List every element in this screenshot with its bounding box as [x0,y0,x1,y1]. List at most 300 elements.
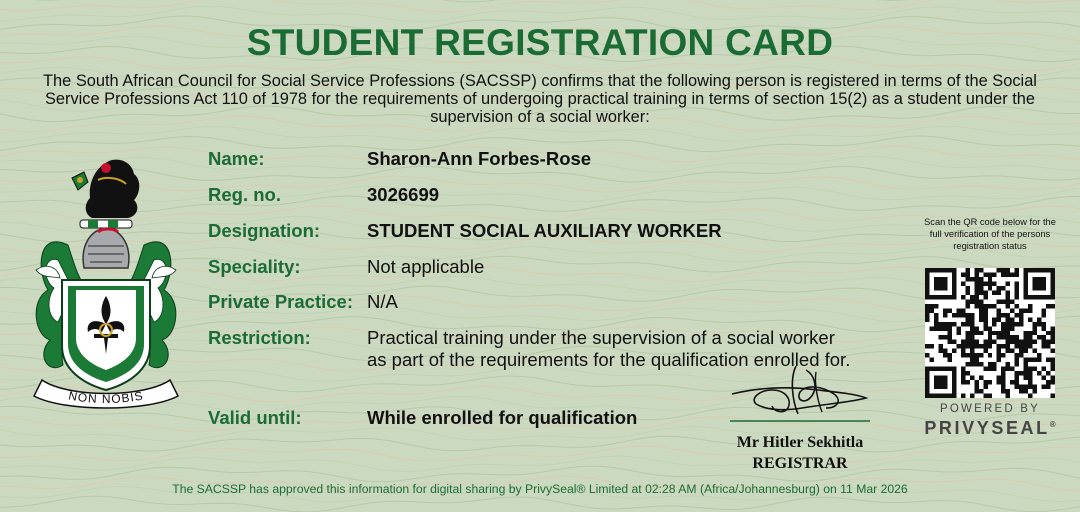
qr-module [965,371,969,375]
qr-module [988,335,992,339]
qr-module [943,308,947,312]
qr-module [956,331,960,335]
qr-module [997,290,1001,294]
private-practice-label: Private Practice: [208,291,354,312]
qr-module [961,367,965,371]
qr-module [992,272,996,276]
qr-module [1006,290,1010,294]
qr-module [1024,376,1028,380]
speciality-value: Not applicable [367,256,485,277]
qr-module [1001,268,1005,272]
registrar-signature [726,364,874,424]
qr-module [970,313,974,317]
qr-module [1042,313,1046,317]
qr-module [970,277,974,281]
qr-module [970,299,974,303]
qr-module [1042,340,1046,344]
qr-module [947,335,951,339]
qr-module [1019,322,1023,326]
qr-module [1037,317,1041,321]
qr-module [1006,344,1010,348]
qr-module [1006,335,1010,339]
qr-module [1033,385,1037,389]
qr-module [961,308,965,312]
qr-module [1019,389,1023,393]
qr-module [1033,389,1037,393]
qr-module [1051,394,1055,398]
qr-module [934,317,938,321]
qr-module [1042,385,1046,389]
qr-module [997,335,1001,339]
qr-module [992,290,996,294]
intro-statement: The South African Council for Social Service Professions (SACSSP) confirms that the following person is registered in terms of the Social Service Professions Act 110 of 1978 for the requirements of undergoing practical training in terms of section 15(2) as a student under the supervision of a social worker: [43,72,1037,126]
qr-module [1028,317,1032,321]
qr-module [974,326,978,330]
qr-module [947,326,951,330]
card-title: STUDENT REGISTRATION CARD [246,22,834,63]
qr-module [1001,331,1005,335]
qr-module [970,362,974,366]
qr-module [992,281,996,285]
qr-module [934,322,938,326]
qr-module [974,304,978,308]
qr-module [1037,322,1041,326]
qr-module [974,281,978,285]
qr-module [1001,371,1005,375]
qr-module [961,380,965,384]
qr-module [974,331,978,335]
qr-module [943,313,947,317]
qr-module [938,344,942,348]
qr-module [1033,322,1037,326]
qr-module [934,326,938,330]
qr-module [1028,376,1032,380]
qr-module [961,272,965,276]
qr-module [1006,367,1010,371]
qr-module [1015,358,1019,362]
qr-module [988,331,992,335]
qr-module [1001,385,1005,389]
qr-module [1006,268,1010,272]
qr-module [974,290,978,294]
qr-caption: Scan the QR code below for the full verification of the persons registration status [924,217,1056,251]
qr-module [1028,335,1032,339]
qr-module [992,304,996,308]
qr-module [1006,340,1010,344]
verification-qr-code[interactable] [925,268,1055,398]
qr-module [965,277,969,281]
qr-finder-core [1033,277,1046,290]
qr-module [1037,371,1041,375]
qr-module [1001,344,1005,348]
qr-module [934,304,938,308]
qr-module [1010,272,1014,276]
qr-module [943,353,947,357]
qr-module [1019,349,1023,353]
qr-module [979,313,983,317]
qr-module [997,286,1001,290]
qr-module [1028,380,1032,384]
qr-module [934,313,938,317]
qr-module [1001,376,1005,380]
qr-module [988,304,992,308]
qr-module [983,349,987,353]
qr-module [970,326,974,330]
qr-module [1001,353,1005,357]
qr-module [947,340,951,344]
privyseal-logo [918,418,1062,439]
qr-finder-core [934,277,947,290]
qr-module [970,358,974,362]
qr-module [1010,340,1014,344]
qr-module [1046,344,1050,348]
qr-module [988,394,992,398]
qr-module [1028,358,1032,362]
qr-module [1028,344,1032,348]
qr-module [1015,340,1019,344]
qr-module [1010,349,1014,353]
qr-module [1028,308,1032,312]
registrar-block [700,432,900,474]
qr-module [1033,349,1037,353]
qr-module [988,367,992,371]
qr-module [943,349,947,353]
qr-module [1001,299,1005,303]
qr-module [970,344,974,348]
qr-module [997,380,1001,384]
qr-module [925,308,929,312]
qr-module [970,394,974,398]
qr-module [929,358,933,362]
qr-module [979,308,983,312]
guilloche-line [0,456,1080,472]
restriction-value-line1: Practical training under the supervision of a social worker [367,327,835,348]
qr-module [1006,322,1010,326]
qr-module [979,268,983,272]
qr-module [1006,317,1010,321]
qr-module [1037,335,1041,339]
qr-module [983,272,987,276]
qr-module [970,349,974,353]
qr-module [1006,362,1010,366]
qr-module [979,281,983,285]
qr-module [974,362,978,366]
qr-module [1001,367,1005,371]
qr-module [1010,326,1014,330]
qr-module [974,295,978,299]
guilloche-line [0,496,1080,512]
qr-module [988,344,992,348]
qr-module [961,281,965,285]
qr-module [965,322,969,326]
qr-module [983,295,987,299]
qr-module [1033,326,1037,330]
qr-module [961,394,965,398]
qr-module [961,313,965,317]
qr-module [952,313,956,317]
qr-module [992,331,996,335]
qr-module [997,268,1001,272]
motto-text: NON NOBIS [67,388,145,407]
valid-until-label: Valid until: [208,407,302,428]
qr-module [979,299,983,303]
qr-module [974,353,978,357]
qr-module [1028,367,1032,371]
qr-module [965,380,969,384]
qr-module [979,389,983,393]
qr-module [1019,344,1023,348]
qr-module [1051,367,1055,371]
qr-module [970,295,974,299]
qr-module [1033,331,1037,335]
qr-module [1015,286,1019,290]
qr-module [970,376,974,380]
qr-module [1033,358,1037,362]
qr-module [965,272,969,276]
restriction-value-line2: as part of the requirements for the qualification enrolled for. [367,349,851,370]
qr-module [965,286,969,290]
reg-no-label: Reg. no. [208,184,281,205]
qr-module [988,277,992,281]
qr-module [979,304,983,308]
qr-module [983,380,987,384]
qr-module [979,331,983,335]
qr-module [1046,331,1050,335]
guilloche-line [0,6,1080,22]
qr-module [929,326,933,330]
qr-module [1046,380,1050,384]
private-practice-value: N/A [367,291,398,312]
qr-module [997,353,1001,357]
qr-module [1015,304,1019,308]
qr-module [947,331,951,335]
qr-module [1015,362,1019,366]
qr-module [965,335,969,339]
qr-module [1001,286,1005,290]
qr-module [997,299,1001,303]
qr-module [979,353,983,357]
qr-module [943,322,947,326]
qr-module [1051,358,1055,362]
qr-module [983,367,987,371]
qr-module [929,304,933,308]
qr-module [1015,376,1019,380]
qr-module [1001,313,1005,317]
qr-module [929,344,933,348]
qr-module [970,340,974,344]
qr-module [1019,371,1023,375]
qr-module [943,326,947,330]
qr-module [925,344,929,348]
qr-module [1019,340,1023,344]
qr-module [988,281,992,285]
qr-module [974,340,978,344]
qr-module [1001,380,1005,384]
qr-module [997,308,1001,312]
qr-module [1015,290,1019,294]
qr-module [1033,340,1037,344]
registered-mark: ® [1049,420,1056,429]
qr-module [1051,331,1055,335]
qr-module [1006,299,1010,303]
qr-module [988,380,992,384]
qr-module [965,353,969,357]
qr-module [1028,394,1032,398]
qr-module [1015,313,1019,317]
qr-module [961,376,965,380]
qr-module [983,304,987,308]
powered-by-label: POWERED BY [940,403,1040,415]
qr-module [988,326,992,330]
qr-module [956,308,960,312]
qr-module [992,322,996,326]
qr-module [1015,380,1019,384]
qr-module [1037,358,1041,362]
qr-module [938,349,942,353]
guilloche-line [0,126,1080,142]
name-label: Name: [208,148,265,169]
qr-module [1051,380,1055,384]
qr-module [925,304,929,308]
qr-module [1051,376,1055,380]
qr-module [988,353,992,357]
sacssp-coat-of-arms [28,150,184,412]
qr-module [1024,389,1028,393]
qr-module [974,268,978,272]
qr-module [1015,295,1019,299]
qr-module [1001,335,1005,339]
qr-module [1006,281,1010,285]
qr-module [997,317,1001,321]
qr-module [974,272,978,276]
qr-module [1024,362,1028,366]
qr-module [970,331,974,335]
qr-module [1051,340,1055,344]
qr-module [992,317,996,321]
qr-module [1046,304,1050,308]
qr-module [983,322,987,326]
qr-module [983,308,987,312]
qr-module [952,322,956,326]
qr-module [965,313,969,317]
qr-module [1010,317,1014,321]
qr-module [938,335,942,339]
qr-module [983,313,987,317]
qr-module [997,358,1001,362]
qr-module [997,349,1001,353]
qr-module [1046,371,1050,375]
qr-module [970,322,974,326]
qr-module [1015,385,1019,389]
qr-module [1015,335,1019,339]
qr-module [965,344,969,348]
qr-module [970,317,974,321]
qr-module [992,362,996,366]
qr-module [1006,326,1010,330]
qr-module [1042,326,1046,330]
qr-module [983,317,987,321]
qr-module [983,281,987,285]
qr-module [988,286,992,290]
qr-module [1033,367,1037,371]
qr-module [965,268,969,272]
qr-module [974,385,978,389]
qr-module [1019,353,1023,357]
qr-finder-core [934,376,947,389]
qr-module [997,331,1001,335]
qr-module [979,290,983,294]
qr-module [1024,367,1028,371]
designation-value: STUDENT SOCIAL AUXILIARY WORKER [367,220,722,241]
qr-module [1046,340,1050,344]
qr-module [988,272,992,276]
qr-module [1015,281,1019,285]
qr-module [1006,389,1010,393]
qr-module [1015,353,1019,357]
qr-module [1015,268,1019,272]
qr-module [974,299,978,303]
qr-module [952,349,956,353]
guilloche-line [0,0,1080,12]
qr-module [1028,304,1032,308]
qr-module [979,376,983,380]
qr-module [1015,272,1019,276]
qr-module [965,299,969,303]
qr-module [997,376,1001,380]
qr-module [1010,335,1014,339]
qr-module [974,358,978,362]
qr-module [956,326,960,330]
qr-module [1006,304,1010,308]
speciality-label: Speciality: [208,256,301,277]
qr-module [1042,335,1046,339]
qr-module [1042,367,1046,371]
qr-module [992,367,996,371]
qr-module [970,335,974,339]
qr-module [929,308,933,312]
qr-module [965,290,969,294]
qr-module [965,304,969,308]
qr-module [997,313,1001,317]
qr-module [1046,358,1050,362]
qr-module [983,394,987,398]
qr-module [961,349,965,353]
qr-module [988,362,992,366]
qr-module [1051,326,1055,330]
qr-module [925,353,929,357]
qr-module [961,371,965,375]
qr-module [1019,317,1023,321]
registrar-name: Mr Hitler Sekhitla [736,434,864,451]
qr-module [1006,313,1010,317]
qr-module [1051,335,1055,339]
qr-module [947,322,951,326]
qr-module [974,344,978,348]
qr-module [988,340,992,344]
qr-module [979,362,983,366]
qr-module [943,335,947,339]
qr-module [1024,331,1028,335]
qr-module [1010,308,1014,312]
qr-module [1046,385,1050,389]
qr-module [1028,340,1032,344]
qr-module [965,362,969,366]
qr-module [974,286,978,290]
qr-module [965,331,969,335]
qr-module [983,326,987,330]
restriction-label: Restriction: [208,327,311,348]
qr-module [1019,385,1023,389]
